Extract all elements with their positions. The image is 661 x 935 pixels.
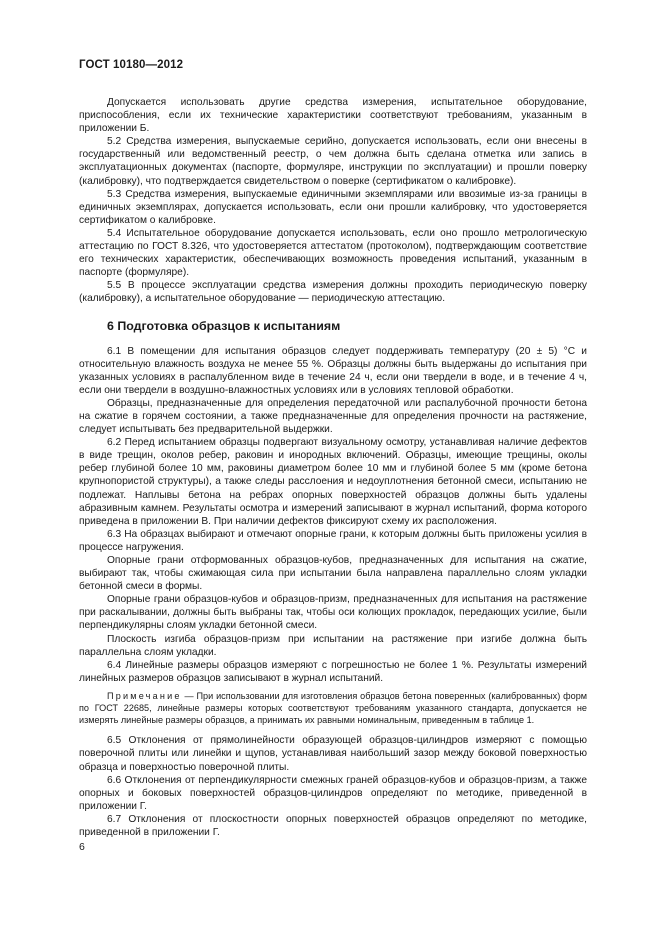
paragraph-6-2: 6.2 Перед испытанием образцы подвергают визуальному осмотру, устанавливая наличие дефектов в виде трещин, околов ребер, раковин и инородных включений. Образцы, имеющие трещины, околы ребер глубиной более 10 мм, раковины диаметром более 10 мм и глубиной более 5 мм (кроме бетона крупнопористой структуры), а также следы расслоения и недоуплотнения бетонной смеси, испытанию не подлежат. Наплывы бетона на ребрах опорных поверхностей образцов должны быть удалены абразивным камнем. Результаты осмотра и измерений записывают в журнал испытаний, форма которого приведена в приложении В. При наличии дефектов фиксируют схему их расположения. xyxy=(79,437,587,527)
paragraph-6-3: 6.3 На образцах выбирают и отмечают опорные грани, к которым должны быть приложены усилия в процессе нагружения. xyxy=(79,528,587,553)
note-text: — При использовании для изготовления образцов бетона поверенных (калиброванных) форм по ГОСТ 22685, линейные размеры которых соответствуют требованиям указанного стандарта, допускается не измерять линейные размеры образцов, а принимать их равными номинальным, приведенным в таблице 1. xyxy=(79,690,587,725)
standard-header: ГОСТ 10180—2012 xyxy=(79,59,184,71)
paragraph: Опорные грани отформованных образцов-кубов, предназначенных для испытания на сжатие, выбирают так, чтобы сжимающая сила при испытании была направлена параллельно слоям укладки бетонной смеси в формы. xyxy=(79,555,587,593)
note-label: Примечание xyxy=(107,690,182,701)
paragraph-6-1: 6.1 В помещении для испытания образцов следует поддерживать температуру (20 ± 5) °С и относительную влажность воздуха не менее 55 %. Образцы должны быть выдержаны до испытания при указанных условиях в распалубленном виде в течение 24 ч, если они твердели в воде, и в течение 4 ч, если они твердели в воздушно-влажностных условиях или в условиях тепловой обработки. xyxy=(79,345,587,396)
paragraph-6-6: 6.6 Отклонения от перпендикулярности смежных граней образцов-кубов и образцов-призм, а также опорных и боковых поверхностей образцов-цилиндров определяют по методике, приведенной в приложении Г. xyxy=(79,774,587,812)
paragraph: Образцы, предназначенные для определения передаточной или распалубочной прочности бетона на сжатие в горячем состоянии, а также предназначенные для определения прочности на растяжение, следует испытывать без предварительной выдержки. xyxy=(79,397,587,436)
paragraph: Опорные грани образцов-кубов и образцов-призм, предназначенных для испытания на растяжение при раскалывании, должны быть выбраны так, чтобы оси колющих прокладок, передающих усилие, были перпендикулярны слоям укладки бетонной смеси. xyxy=(79,594,587,632)
paragraph-5-2: 5.2 Средства измерения, выпускаемые серийно, допускается использовать, если они внесены в государственный или ведомственный реестр, о чем должна быть сделана отметка или запись в эксплуатационных документах (паспорте, формуляре, инструкции по эксплуатации) и прошли поверку (калибровку), что подтверждается свидетельством о поверке (сертификатом о калибровке). xyxy=(79,136,587,187)
paragraph-6-7: 6.7 Отклонения от плоскостности опорных поверхностей образцов определяют по методике, приведенной в приложении Г. xyxy=(79,813,587,838)
paragraph: Допускается использовать другие средства измерения, испытательное оборудование, приспособления, если их технические характеристики соответствуют требованиям, указанным в приложении Б. xyxy=(79,97,587,135)
paragraph-5-3: 5.3 Средства измерения, выпускаемые единичными экземплярами или ввозимые из-за границы в единичных экземплярах, допускается использовать, если они прошли калибровку, что удостоверяется сертификатом о калибровке. xyxy=(79,188,587,226)
paragraph-5-4: 5.4 Испытательное оборудование допускается использовать, если оно прошло метрологическую аттестацию по ГОСТ 8.326, что удостоверяется аттестатом (протоколом), подтверждающим соответствие его технических характеристик, обеспечивающих возможность проведения испытаний, указанным в паспорте (формуляре). xyxy=(79,227,587,279)
note xyxy=(79,691,587,726)
paragraph-6-5: 6.5 Отклонения от прямолинейности образующей образцов-цилиндров измеряют с помощью поверочной плиты или линейки и щупов, устанавливая наибольший зазор между боковой поверхностью образца и поверхностью поверочной плиты. xyxy=(79,735,587,773)
paragraph-5-5: 5.5 В процессе эксплуатации средства измерения должны проходить периодическую поверку (калибровку), а испытательное оборудование — периодическую аттестацию. xyxy=(79,280,587,305)
page-number: 6 xyxy=(79,841,85,853)
paragraph: Плоскость изгиба образцов-призм при испытании на растяжение при изгибе должна быть параллельна слоям укладки. xyxy=(79,633,587,658)
page-body xyxy=(79,96,587,839)
section-heading: 6 Подготовка образцов к испытаниям xyxy=(107,318,341,333)
paragraph-6-4: 6.4 Линейные размеры образцов измеряют с погрешностью не более 1 %. Результаты измерений линейных размеров образцов записывают в журнал испытаний. xyxy=(79,659,587,684)
